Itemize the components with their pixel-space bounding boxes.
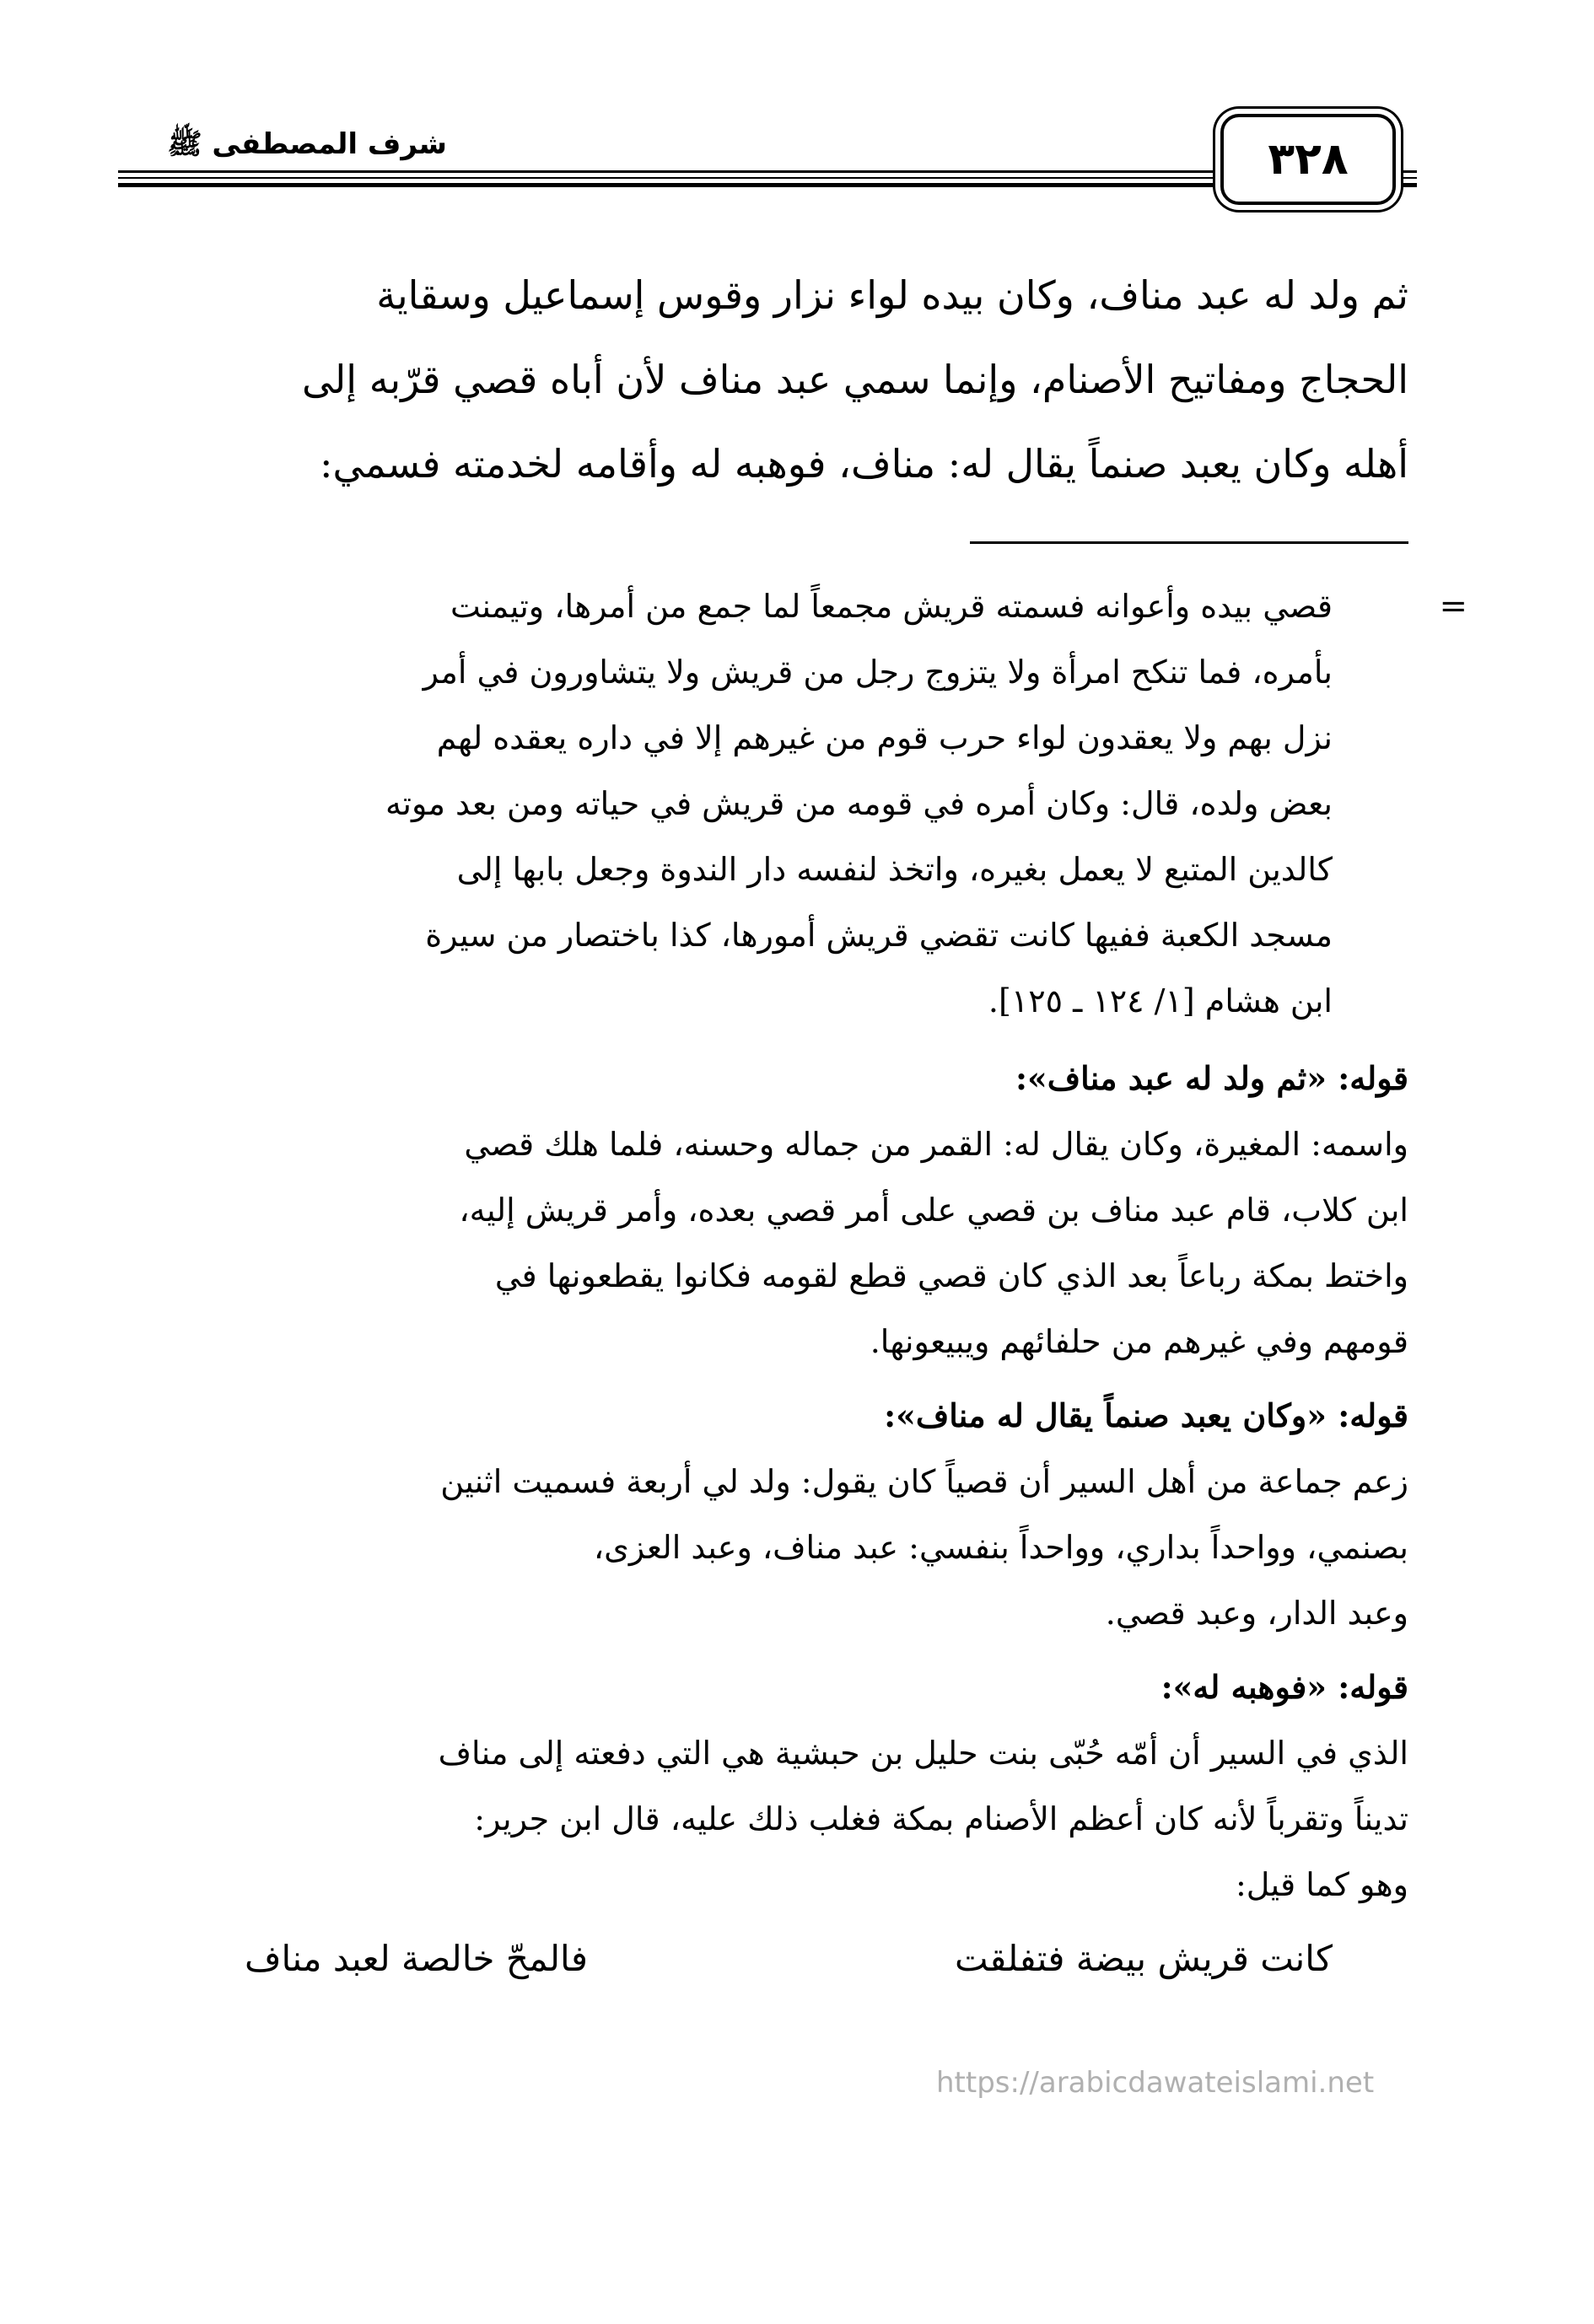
section-heading: قوله: «وكان يعبد صنماً يقال له مناف»: bbox=[884, 1396, 1408, 1434]
footnote-line: وهو كما قيل: bbox=[1235, 1866, 1408, 1903]
main-line: الحجاج ومفاتيح الأصنام، وإنما سمي عبد مناف لأن أباه قصي قرّبه إلى bbox=[301, 357, 1408, 402]
footnote-line: ابن كلاب، قام عبد مناف بن قصي على أمر قصي بعده، وأمر قريش إليه، bbox=[459, 1192, 1408, 1229]
footnote-line: وعبد الدار، وعبد قصي. bbox=[1105, 1595, 1408, 1632]
footnote-line: بصنمي، وواحداً بداري، وواحداً بنفسي: عبد مناف، وعبد العزى، bbox=[593, 1529, 1408, 1566]
section-heading: قوله: «فوهبه له»: bbox=[1160, 1668, 1408, 1706]
book-title: شرف المصطفى ﷺ bbox=[167, 127, 447, 161]
footnote-line: زعم جماعة من أهل السير أن قصياً كان يقول: ولد لي أربعة فسميت اثنين bbox=[440, 1463, 1408, 1500]
footnote-line: بأمره، فما تنكح امرأة ولا يتزوج رجل من قريش ولا يتشاورون في أمر bbox=[423, 654, 1333, 691]
footnote-line: واختط بمكة رباعاً بعد الذي كان قصي قطع لقومه فكانوا يقطعونها في bbox=[494, 1257, 1408, 1294]
footnote-line: واسمه: المغيرة، وكان يقال له: القمر من جماله وحسنه، فلما هلك قصي bbox=[464, 1126, 1408, 1163]
footnote-line: كالدين المتبع لا يعمل بغيره، واتخذ لنفسه دار الندوة وجعل بابها إلى bbox=[456, 851, 1333, 888]
footnote-line: مسجد الكعبة ففيها كانت تقضي قريش أمورها، كذا باختصار من سيرة bbox=[425, 917, 1333, 954]
footnote-line: نزل بهم ولا يعقدون لواء حرب قوم من غيرهم إلا في داره يعقده لهم bbox=[436, 719, 1333, 756]
page-header bbox=[118, 110, 1417, 202]
footnote-separator bbox=[970, 541, 1408, 544]
continuation-mark: = bbox=[1439, 587, 1467, 626]
second-hemistich: فالمحّ خالصة لعبد مناف bbox=[245, 1938, 588, 1979]
footnote-line: ابن هشام [١/ ١٢٤ ـ ١٢٥]. bbox=[988, 982, 1333, 1019]
main-line: ثم ولد له عبد مناف، وكان بيده لواء نزار وقوس إسماعيل وسقاية bbox=[376, 272, 1408, 318]
footnote-line: بعض ولده، قال: وكان أمره في قومه من قريش في حياته ومن بعد موته bbox=[385, 785, 1333, 822]
footnote-line: تديناً وتقرباً لأنه كان أعظم الأصنام بمكة فغلب ذلك عليه، قال ابن جرير: bbox=[474, 1800, 1408, 1837]
poem-verse bbox=[160, 1918, 1408, 1992]
footnote-continuation bbox=[160, 573, 1467, 1034]
footnote-line: قصي بيده وأعوانه فسمته قريش مجمعاً لما جمع من أمرها، وتيمنت bbox=[450, 588, 1333, 625]
main-text bbox=[169, 253, 1408, 506]
first-hemistich: كانت قريش بيضة فتفلقت bbox=[955, 1938, 1333, 1979]
section-heading: قوله: «ثم ولد له عبد مناف»: bbox=[1015, 1059, 1408, 1097]
footnote-line: الذي في السير أن أمّه حُبّى بنت حليل بن حبشية هي التي دفعته إلى مناف bbox=[438, 1735, 1408, 1772]
page-number: ٣٢٨ bbox=[1220, 114, 1396, 205]
main-line: أهله وكان يعبد صنماً يقال له: مناف، فوهبه له وأقامه لخدمته فسمي: bbox=[319, 441, 1408, 487]
footnotes bbox=[160, 573, 1467, 1992]
watermark-url: https://arabicdawateislami.net bbox=[936, 2066, 1375, 2100]
footnote-line: قومهم وفي غيرهم من حلفائهم ويبيعونها. bbox=[870, 1323, 1408, 1360]
